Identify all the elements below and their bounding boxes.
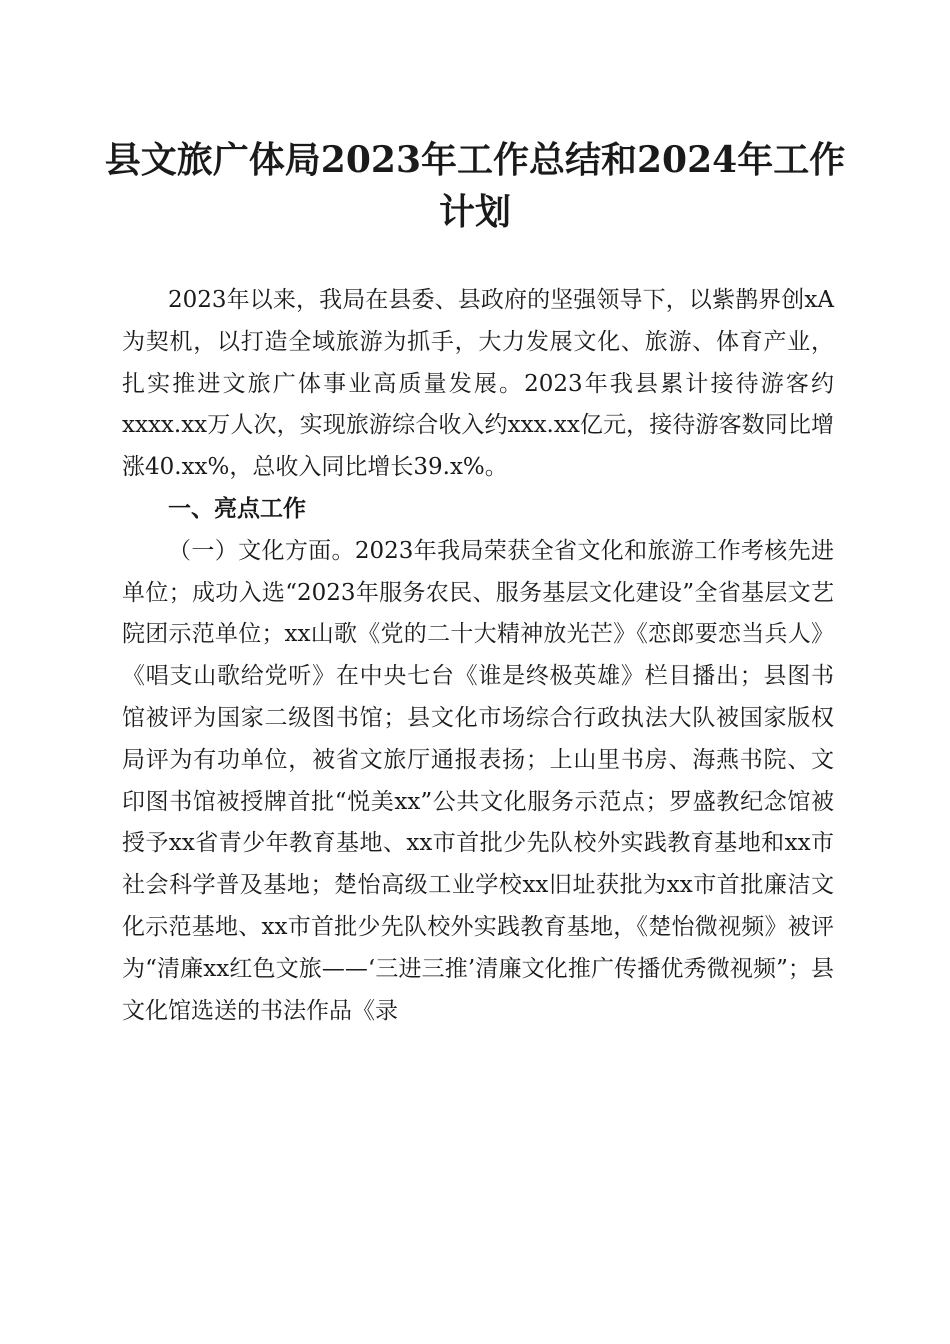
title-line-1: 县文旅广体局2023年工作总结和2024年工作 — [104, 139, 846, 181]
culture-paragraph: （一）文化方面。2023年我局荣获全省文化和旅游工作考核先进单位；成功入选“2023年服务农民、服务基层文化建设”全省基层文艺院团示范单位；xx山歌《党的二十大精神放光芒》《恋郎要恋当兵人》《唱支山歌给党听》在中央七台《谁是终极英雄》栏目播出；县图书馆被评为国家二级图书馆；县文化市场综合行政执法大队被国家版权局评为有功单位，被省文旅厅通报表扬；上山里书房、海燕书院、文印图书馆被授牌首批“悦美xx”公共文化服务示范点；罗盛教纪念馆被授予xx省青少年教育基地、xx市首批少先队校外实践教育基地和xx市社会科学普及基地；楚怡高级工业学校xx旧址获批为xx市首批廉洁文化示范基地、xx市首批少先队校外实践教育基地，《楚怡微视频》被评为“清廉xx红色文旅——‘三进三推’清廉文化推广传播优秀微视频”；县文化馆选送的书法作品《录 — [122, 537, 834, 1024]
intro-paragraph: 2023年以来，我局在县委、县政府的坚强领导下，以紫鹊界创xA为契机，以打造全域旅游为抓手，大力发展文化、旅游、体育产业，扎实推进文旅广体事业高质量发展。2023年我县累计接待游客约xxxx.xx万人次，实现旅游综合收入约xxx.xx亿元，接待游客数同比增涨40.xx%，总收入同比增长39.x%。 — [122, 287, 834, 481]
document-body — [122, 280, 834, 1032]
document-title — [100, 134, 850, 238]
section-heading: 一、亮点工作 — [168, 495, 306, 522]
title-line-2: 计划 — [438, 191, 511, 233]
